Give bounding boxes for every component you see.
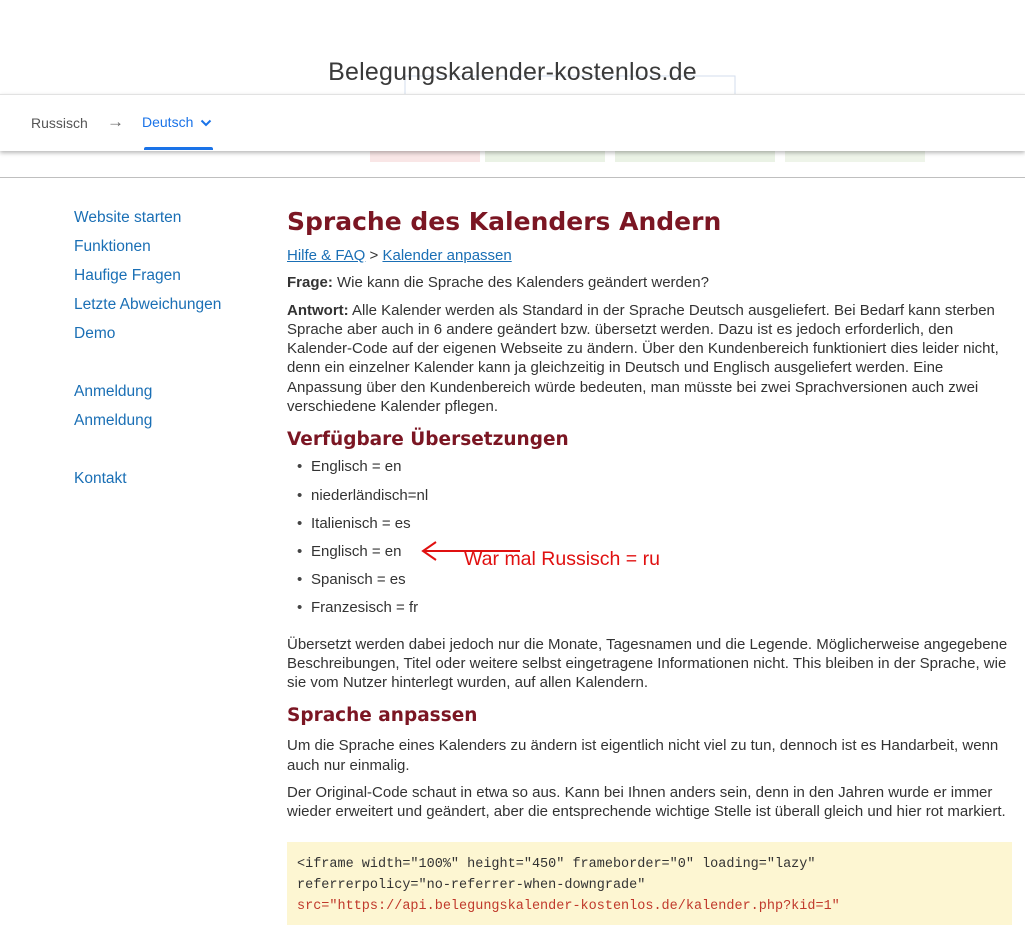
sidebar-item-anmeldung-2[interactable]: Anmeldung (74, 412, 153, 429)
code-line-highlighted: src="https://api.belegungskalender-kostenlos.de/kalender.php?kid=1" (297, 898, 840, 914)
list-item: • Englisch = en (287, 542, 1012, 570)
breadcrumb-hilfe-faq[interactable]: Hilfe & FAQ (287, 247, 366, 264)
breadcrumb-kalender-anpassen[interactable]: Kalender anpassen (382, 247, 512, 264)
code-block (287, 842, 1012, 925)
list-item: • Franzesisch = fr (287, 598, 1012, 626)
list-item: • Spanisch = es (287, 570, 1012, 598)
answer-paragraph (287, 301, 1012, 417)
breadcrumb-separator: > (369, 247, 379, 264)
code-line: referrerpolicy="no-referrer-when-downgrade" (297, 877, 646, 893)
question-text: Wie kann die Sprache des Kalenders geändert werden? (337, 274, 709, 292)
sidebar-item-funktionen[interactable]: Funktionen (74, 238, 151, 255)
code-line: <iframe width="100%" height="450" frameborder="0" loading="lazy" (297, 856, 816, 872)
sidebar-item-demo[interactable]: Demo (74, 325, 116, 342)
sidebar-item-haufige-fragen[interactable]: Haufige Fragen (74, 267, 181, 284)
translated-note: Übersetzt werden dabei jedoch nur die Monate, Tagesnamen und die Legende. Möglicherweise angegebene Beschreibungen, Titel oder weitere selbst eingetragene Informationen nicht. This bleiben in der Sprache, wie sie vom Nutzer hinterlegt wurden, auf allen Kalendern. (287, 635, 1008, 692)
sidebar-spacer (74, 354, 221, 383)
active-language-indicator (144, 147, 213, 150)
breadcrumb (287, 246, 1012, 265)
sidebar-item-letzte-abweichungen[interactable]: Letzte Abweichungen (74, 296, 222, 313)
sidebar-item-anmeldung-1[interactable]: Anmeldung (74, 383, 153, 400)
sidebar-nav (74, 209, 221, 499)
adjust-text-2: Der Original-Code schaut in etwa so aus. Kann bei Ihnen anders sein, denn in den Jahren wurde er immer wieder erweitert und geändert, aber die entsprechende wichtige Stelle ist überall gleich und hier rot markiert. (287, 783, 1006, 821)
annotation-text: War mal Russisch = ru (464, 548, 660, 570)
question-label: Frage: (287, 274, 333, 292)
sidebar-spacer (74, 441, 221, 470)
page-title: Sprache des Kalenders Andern (287, 207, 722, 236)
adjust-heading: Sprache anpassen (287, 705, 478, 727)
sidebar-item-kontakt[interactable]: Kontakt (74, 470, 127, 487)
translations-heading: Verfügbare Übersetzungen (287, 429, 569, 451)
arrow-right-icon: → (107, 112, 124, 131)
sidebar-item-website-starten[interactable]: Website starten (74, 209, 182, 226)
translate-bar (0, 94, 1025, 151)
header-divider (0, 177, 1025, 178)
chevron-down-icon (199, 116, 213, 130)
question-paragraph (287, 273, 1012, 292)
translations-list (287, 457, 1012, 626)
list-item: • Englisch = en (287, 457, 1012, 485)
list-item: • niederländisch=nl (287, 486, 1012, 514)
answer-label: Antwort: (287, 301, 349, 319)
list-item: • Italienisch = es (287, 514, 1012, 542)
adjust-text-1: Um die Sprache eines Kalenders zu ändern ist eigentlich nicht viel zu tun, dennoch ist es Handarbeit, wenn auch nur einmalig. (287, 737, 999, 774)
site-title: Belegungskalender-kostenlos.de (328, 58, 697, 86)
answer-text: Alle Kalender werden als Standard in der Sprache Deutsch ausgeliefert. Bei Bedarf kann sterben Sprache aber auch in 6 andere geändert bzw. übersetzt werden. Dazu ist es jedoch erforderlich, den Kalender-Code auf der eigenen Webseite zu ändern. Über den Kundenbereich funktioniert dies leider nicht, denn ein einzelner Kalender kann ja gleichzeitig in Deutsch und Englisch ausgeliefert werden. Eine Anpassung über den Kundenbereich würde bedeuten, man müsste bei zwei Sprachversionen auch zwei verschiedene Kalender pflegen. (287, 301, 999, 416)
source-language[interactable]: Russisch (31, 115, 88, 131)
target-language-label: Deutsch (142, 114, 194, 130)
target-language-dropdown[interactable] (142, 114, 213, 130)
